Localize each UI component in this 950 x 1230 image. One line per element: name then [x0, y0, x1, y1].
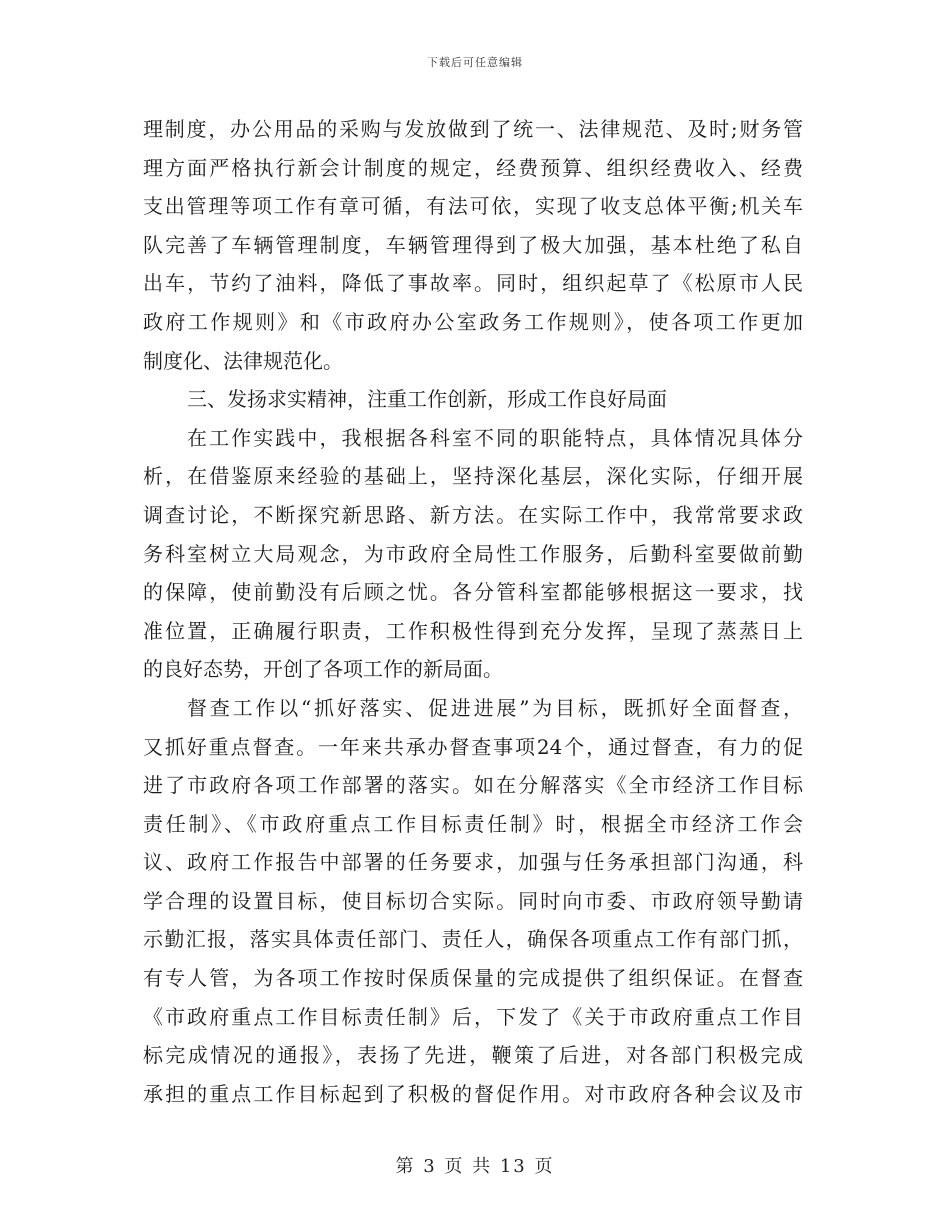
paragraph-2-line-1: 在工作实践中，我根据各科室不同的职能特点，具体情况具体分	[187, 425, 803, 450]
paragraph-2-line-6: 准位置，正确履行职责，工作积极性得到充分发挥，呈现了蒸蒸日上	[143, 618, 803, 643]
paragraph-3-line-9: 《市政府重点工作目标责任制》后，下发了《关于市政府重点工作目	[143, 1004, 803, 1029]
document-body	[143, 110, 803, 1113]
paragraph-3-line-2: 又抓好重点督查。一年来共承办督查事项24个，通过督查，有力的促	[143, 734, 803, 759]
paragraph-1-line-2: 理方面严格执行新会计制度的规定，经费预算、组织经费收入、经费	[143, 155, 803, 180]
paragraph-3-line-11: 承担的重点工作目标起到了积极的督促作用。对市政府各种会议及市	[143, 1081, 803, 1106]
section-heading: 三、发扬求实精神，注重工作创新，形成工作良好局面	[187, 387, 667, 412]
paragraph-3-line-8: 有专人管，为各项工作按时保质保量的完成提供了组织保证。在督查	[143, 966, 803, 991]
paragraph-1-line-7: 制度化、法律规范化。	[143, 348, 343, 373]
paragraph-3-line-6: 学合理的设置目标，使目标切合实际。同时向市委、市政府领导勤请	[143, 888, 803, 913]
paragraph-3-line-5: 议、政府工作报告中部署的任务要求，加强与任务承担部门沟通，科	[143, 850, 803, 875]
paragraph-3-line-3: 进了市政府各项工作部署的落实。如在分解落实《全市经济工作目标	[143, 773, 803, 798]
page-header: 下载后可任意编辑	[427, 56, 523, 69]
paragraph-1-line-6: 政府工作规则》和《市政府办公室政务工作规则》，使各项工作更加	[143, 309, 803, 334]
paragraph-2-line-3: 调查讨论，不断探究新思路、新方法。在实际工作中，我常常要求政	[143, 502, 803, 527]
paragraph-3-line-10: 标完成情况的通报》，表扬了先进，鞭策了后进，对各部门积极完成	[143, 1043, 803, 1068]
paragraph-1-line-5: 出车，节约了油料，降低了事故率。同时，组织起草了《松原市人民	[143, 271, 803, 296]
paragraph-1-line-1: 理制度，办公用品的采购与发放做到了统一、法律规范、及时;财务管	[143, 117, 803, 141]
paragraph-2-line-7: 的良好态势，开创了各项工作的新局面。	[143, 657, 503, 682]
paragraph-3-line-4: 责任制》、《市政府重点工作目标责任制》时，根据全市经济工作会	[143, 811, 803, 836]
paragraph-3-line-1: 督查工作以“抓好落实、促进进展”为目标，既抓好全面督查，	[187, 695, 803, 720]
paragraph-2-line-4: 务科室树立大局观念，为市政府全局性工作服务，后勤科室要做前勤	[143, 541, 803, 566]
page-footer: 第 3 页 共 13 页	[395, 1156, 555, 1177]
paragraph-1-line-4: 队完善了车辆管理制度，车辆管理得到了极大加强，基本杜绝了私自	[143, 232, 803, 257]
paragraph-1-line-3: 支出管理等项工作有章可循，有法可依，实现了收支总体平衡;机关车	[143, 194, 803, 219]
paragraph-2-line-2: 析，在借鉴原来经验的基础上，坚持深化基层，深化实际，仔细开展	[143, 464, 803, 489]
paragraph-3-line-7: 示勤汇报，落实具体责任部门、责任人，确保各项重点工作有部门抓，	[143, 927, 803, 952]
paragraph-2-line-5: 的保障，使前勤没有后顾之忧。各分管科室都能够根据这一要求，找	[143, 580, 803, 605]
